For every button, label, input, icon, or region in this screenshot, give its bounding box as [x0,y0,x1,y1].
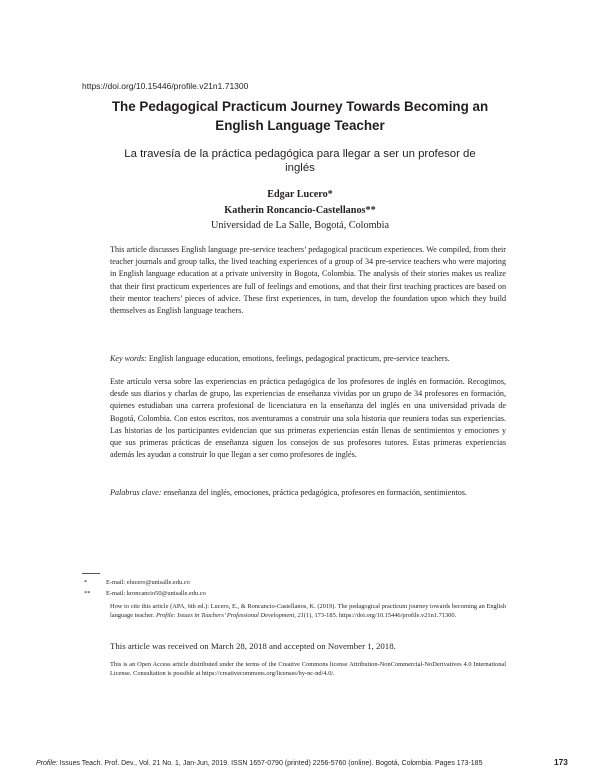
page-number: 173 [554,757,568,767]
abstract-spanish: Este artículo versa sobre las experiencias en práctica pedagógica de los profesores de inglés en formación. Recogimos, desde sus diarios y charlas de grupo, las experiencias de enseñanza vividas por un grupo de 34 profesores en formación, quienes estudiaban una carrera profesional de licenciatura en la enseñanza del inglés en una universidad privada de Bogotá, Colombia. Con estos escritos, nos aventuramos a construir una sola historia que reuniera todas sus experiencias. Las historias de los participantes evidencian que sus primeras experiencias están llenas de sentimientos y emociones y que sus primeras prácticas de enseñanza siguen los consejos de sus profesores tutores. Estas primeras experiencias además les ayudan a construir lo que llegan a ser como profesores de inglés. [110,377,506,460]
citation-journal: Profile: Issues in Teachers’ Professional Development, 21 [155,612,304,620]
footnote-divider [82,573,100,574]
author-1: Edgar Lucero* [267,189,333,200]
footnote-1-text[interactable]: E-mail: elucero@unisalle.edu.co [106,579,190,586]
footnote-2 [84,589,206,598]
footnote-1-mark: * [84,579,88,586]
doi-link[interactable]: https://doi.org/10.15446/profile.v21n1.71300 [82,81,249,91]
footnote-2-text[interactable]: E-mail: kroncancio50@unisalle.edu.co [106,590,206,597]
footnote-2-mark: ** [84,590,91,597]
abstract-english: This article discusses English language pre-service teachers’ pedagogical practicum experiences. We compiled, from their teacher journals and group talks, the lived teaching experiences of a group of 34 pre-service teachers who were majoring in English language education at a private university in Bogota, Colombia. The analysis of their stories makes us realize that their first practicum experiences are full of feelings and emotions, and that their first teaching practices are based on their mentor teachers’ pieces of advice. These first experiences, in turn, develop the foundation upon which they build themselves as English language teachers. [110,245,506,316]
keywords-english [110,353,506,365]
keywords-spanish [110,487,506,499]
keywords-spanish-label: Palabras clave: [110,488,162,497]
page-footer [36,760,482,767]
citation-suffix[interactable]: (1), 173-185. https://doi.org/10.15446/profile.v21n1.71300. [303,612,457,620]
keywords-english-text: English language education, emotions, feelings, pedagogical practicum, pre-service teachers. [148,354,450,363]
footnote-1 [84,578,190,587]
footer-journal: Profile: [36,760,58,767]
affiliation: Universidad de La Salle, Bogotá, Colombia [211,220,389,231]
license-notice: This is an Open Access article distributed under the terms of the Creative Commons license Attribution-NonCommercial-NoDerivatives 4.0 International License. Consultation is possible at https://creativecommons.org/licenses/by-nc-nd/4.0/. [110,661,506,678]
article-subtitle: La travesía de la práctica pedagógica para llegar a ser un profesor de inglés [124,148,476,174]
author-2: Katherin Roncancio-Castellanos** [224,205,376,216]
received-date: This article was received on March 28, 2018 and accepted on November 1, 2018. [110,641,396,651]
citation [110,602,506,621]
keywords-spanish-text: enseñanza del inglés, emociones, práctica pedagógica, profesores en formación, sentimientos. [163,488,467,497]
article-title: The Pedagogical Practicum Journey Towards Becoming an English Language Teacher [111,99,489,133]
citation-prefix: How to cite this article (APA, 6th ed.): Lucero, E., & Roncancio-Castellanos, K. (2019). The pedagogical practicum journey towards becoming an English language teacher. [110,603,506,620]
keywords-english-label: Key words: [110,354,147,363]
footer-text: Issues Teach. Prof. Dev., Vol. 21 No. 1, Jan-Jun, 2019. ISSN 1657-0790 (printed) 2256-5760 (online). Bogotá, Colombia. Pages 173-185 [57,760,483,767]
